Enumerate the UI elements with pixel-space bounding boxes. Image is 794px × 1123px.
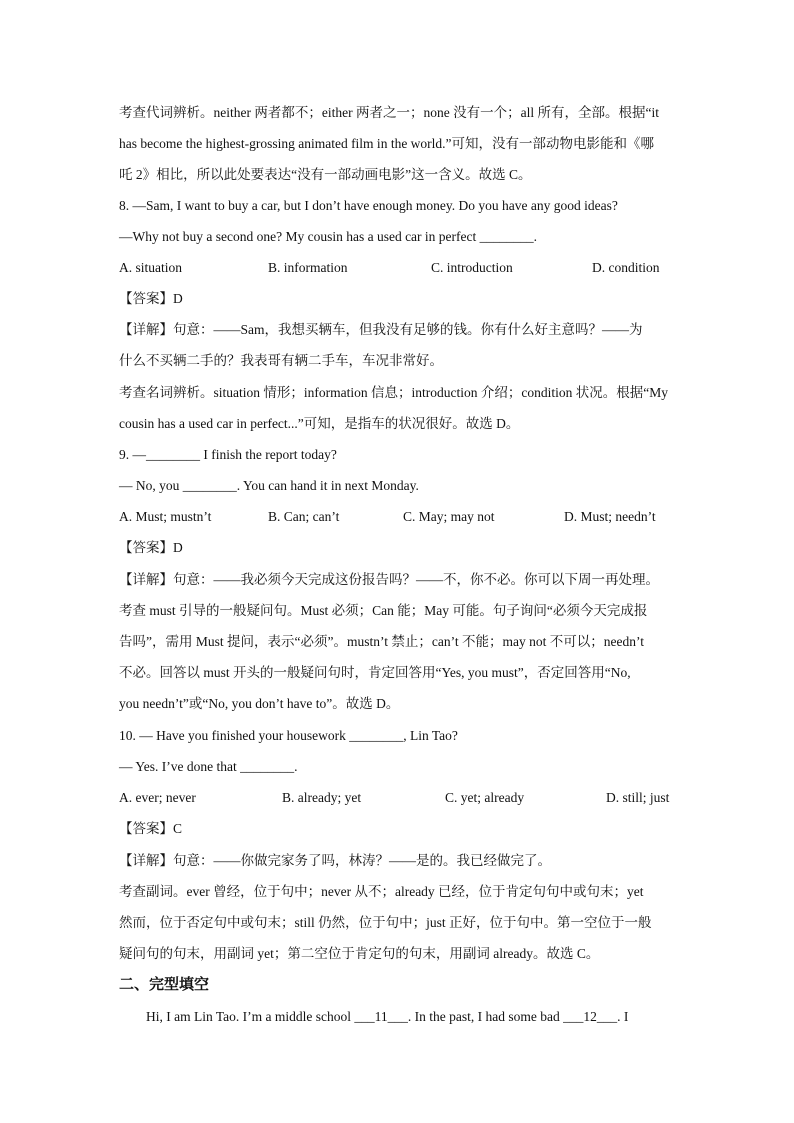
option-b: B. information [268,260,348,275]
option-c: C. May; may not [403,509,495,524]
explanation-line: 【详解】句意：——我必须今天完成这份报告吗？——不，你不必。你可以下周一再处理。 [119,572,659,587]
explanation-line: 考查副词。ever 曾经，位于句中；never 从不；already 已经，位于肯定句句中或句末；yet [119,884,644,899]
explanation-line: 考查名词辨析。situation 情形；information 信息；introduction 介绍；condition 状况。根据“My [119,385,668,400]
explanation-line: 【详解】句意：——你做完家务了吗，林涛？——是的。我已经做完了。 [119,853,551,868]
option-b: B. already; yet [282,790,362,805]
passage-line: Hi, I am Lin Tao. I’m a middle school ___11___. In the past, I had some bad ___12___. I [146,1009,629,1024]
question-9-stem: 9. —________ I finish the report today? [119,447,337,462]
explanation-line: cousin has a used car in perfect...”可知，是指车的状况很好。故选 D。 [119,416,520,431]
text-line: has become the highest-grossing animated film in the world.”可知，没有一部动物电影能和《哪 [119,136,655,151]
section-heading: 二、完型填空 [119,977,210,993]
text-line: 考查代词辨析。neither 两者都不；either 两者之一；none 没有一个；all 所有，全部。根据“it [119,105,659,120]
option-d: D. condition [592,260,660,275]
option-a: A. ever; never [119,790,196,805]
explanation-line: 然而，位于否定句中或句末；still 仍然，位于句中；just 正好，位于句中。第一空位于一般 [119,915,652,930]
option-d: D. Must; needn’t [564,509,656,524]
answer-label: 【答案】D [119,540,183,555]
option-c: C. introduction [431,260,513,275]
question-10-stem: 10. — Have you finished your housework ________, Lin Tao? [119,728,458,743]
explanation-line: 告吗”，需用 Must 提问，表示“必须”。mustn’t 禁止；can’t 不能；may not 不可以；needn’t [119,634,644,649]
question-9-reply: — No, you ________. You can hand it in next Monday. [119,478,419,493]
option-a: A. Must; mustn’t [119,509,212,524]
explanation-line: 疑问句的句末，用副词 yet；第二空位于肯定句的句末，用副词 already。故选 C。 [119,946,600,961]
option-d: D. still; just [606,790,670,805]
text-line: 吒 2》相比，所以此处要表达“没有一部动画电影”这一含义。故选 C。 [119,167,532,182]
answer-label: 【答案】D [119,291,183,306]
explanation-line: 考查 must 引导的一般疑问句。Must 必须；Can 能；May 可能。句子询问“必须今天完成报 [119,603,648,618]
question-8-stem: 8. —Sam, I want to buy a car, but I don’t have enough money. Do you have any good ideas? [119,198,618,213]
option-a: A. situation [119,260,182,275]
explanation-line: you needn’t”或“No, you don’t have to”。故选 D。 [119,696,400,711]
explanation-line: 【详解】句意：——Sam，我想买辆车，但我没有足够的钱。你有什么好主意吗？——为 [119,322,643,337]
question-10-reply: — Yes. I’ve done that ________. [119,759,298,774]
question-8-reply: —Why not buy a second one? My cousin has a used car in perfect ________. [119,229,538,244]
option-c: C. yet; already [445,790,525,805]
explanation-line: 什么不买辆二手的？我表哥有辆二手车，车况非常好。 [119,353,443,368]
option-b: B. Can; can’t [268,509,340,524]
answer-label: 【答案】C [119,821,183,836]
explanation-line: 不必。回答以 must 开头的一般疑问句时，肯定回答用“Yes, you must”，否定回答用“No, [119,665,631,680]
